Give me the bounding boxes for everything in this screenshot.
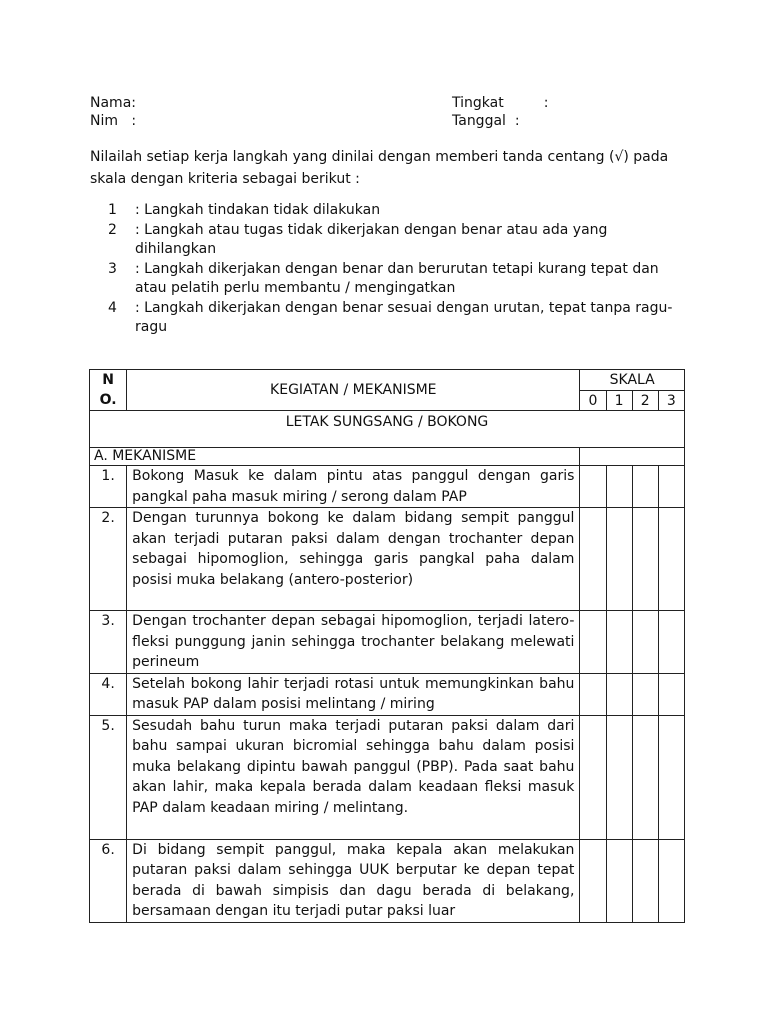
scale-cell-0[interactable] (580, 673, 606, 715)
row-number: 2. (90, 508, 127, 611)
instructions: Nilailah setiap kerja langkah yang dinilai dengan memberi tanda centang (√) pada skala dengan kriteria sebagai berikut : (90, 149, 669, 187)
scale-cell-2[interactable] (632, 715, 658, 839)
scale-cell-3[interactable] (658, 466, 684, 508)
criteria-item (108, 260, 688, 299)
scale-cell-3[interactable] (658, 715, 684, 839)
criteria-text: : Langkah tindakan tidak dilakukan (135, 202, 381, 218)
scale-cell-3[interactable] (658, 508, 684, 611)
row-number: 5. (90, 715, 127, 839)
criteria-number: 1 (108, 202, 117, 218)
activity-text: Di bidang sempit panggul, maka kepala akan melakukan putaran paksi dalam sehingga UUK berputar ke depan tepat berada di bawah simpisis dan dagu berada di belakang, bersamaan dengan itu terjadi putar paksi luar (127, 839, 580, 922)
activity-text: Bokong Masuk ke dalam pintu atas panggul dengan garis pangkal paha masuk miring / serong dalam PAP (127, 466, 580, 508)
table-title-row: LETAK SUNGSANG / BOKONG (90, 411, 685, 448)
scale-value: 2 (632, 391, 658, 411)
table-row (90, 611, 685, 674)
criteria-text: : Langkah dikerjakan dengan benar sesuai dengan urutan, tepat tanpa ragu-ragu (135, 299, 673, 335)
scale-cell-1[interactable] (606, 611, 632, 674)
activity-text: Setelah bokong lahir terjadi rotasi untuk memungkinkan bahu masuk PAP dalam posisi melintang / miring (127, 673, 580, 715)
criteria-item (108, 201, 688, 221)
scale-cell-3[interactable] (658, 611, 684, 674)
nama-label: Nama: (90, 95, 136, 111)
scale-value: 0 (580, 391, 606, 411)
scale-value: 3 (658, 391, 684, 411)
scale-cell-1[interactable] (606, 839, 632, 922)
activity-text: Dengan turunnya bokong ke dalam bidang sempit panggul akan terjadi putaran paksi dalam dengan trochanter depan sebagai hipomoglion, sehingga garis pangkal paha dalam posisi muka belakang (antero-posterior) (127, 508, 580, 611)
scale-cell-1[interactable] (606, 715, 632, 839)
criteria-text: : Langkah dikerjakan dengan benar dan berurutan tetapi kurang tepat dan atau pelatih perlu membantu / mengingatkan (135, 260, 659, 296)
criteria-text: : Langkah atau tugas tidak dikerjakan dengan benar atau ada yang dihilangkan (135, 221, 608, 257)
assessment-table (89, 369, 685, 923)
section-scale-cell (580, 448, 685, 466)
scale-cell-1[interactable] (606, 673, 632, 715)
table-row (90, 673, 685, 715)
scale-value: 1 (606, 391, 632, 411)
no-header: N O. (90, 370, 127, 411)
table-row (90, 715, 685, 839)
scale-cell-1[interactable] (606, 466, 632, 508)
section-heading: A. MEKANISME (90, 448, 580, 466)
activity-text: Dengan trochanter depan sebagai hipomoglion, terjadi latero-fleksi punggung janin sehingga trochanter belakang melewati perineum (127, 611, 580, 674)
row-number: 3. (90, 611, 127, 674)
criteria-number: 3 (108, 260, 117, 277)
activity-text: Sesudah bahu turun maka terjadi putaran paksi dalam dari bahu sampai ukuran bicromial sehingga bahu dalam posisi muka belakang dipintu bawah panggul (PBP). Pada saat bahu akan lahir, maka kepala berada dalam keadaan fleksi masuk PAP dalam keadaan miring / melintang. (127, 715, 580, 839)
tingkat-label: Tingkat : (452, 95, 549, 111)
scale-cell-3[interactable] (658, 839, 684, 922)
table-row (90, 466, 685, 508)
scale-cell-2[interactable] (632, 611, 658, 674)
table-row (90, 839, 685, 922)
scale-cell-2[interactable] (632, 508, 658, 611)
scale-cell-2[interactable] (632, 839, 658, 922)
row-number: 1. (90, 466, 127, 508)
tanggal-label: Tanggal : (452, 113, 520, 129)
criteria-item (108, 299, 688, 338)
scale-cell-0[interactable] (580, 715, 606, 839)
scale-cell-0[interactable] (580, 611, 606, 674)
scale-cell-0[interactable] (580, 508, 606, 611)
scale-cell-2[interactable] (632, 466, 658, 508)
criteria-list (108, 201, 688, 338)
criteria-number: 2 (108, 221, 117, 238)
row-number: 4. (90, 673, 127, 715)
scale-cell-0[interactable] (580, 466, 606, 508)
scale-cell-3[interactable] (658, 673, 684, 715)
scale-cell-2[interactable] (632, 673, 658, 715)
row-number: 6. (90, 839, 127, 922)
activity-header: KEGIATAN / MEKANISME (127, 370, 580, 411)
nim-label: Nim : (90, 113, 137, 129)
scale-cell-1[interactable] (606, 508, 632, 611)
criteria-item (108, 221, 688, 260)
criteria-number: 4 (108, 299, 117, 316)
table-row (90, 508, 685, 611)
scale-header: SKALA (580, 370, 685, 391)
scale-cell-0[interactable] (580, 839, 606, 922)
